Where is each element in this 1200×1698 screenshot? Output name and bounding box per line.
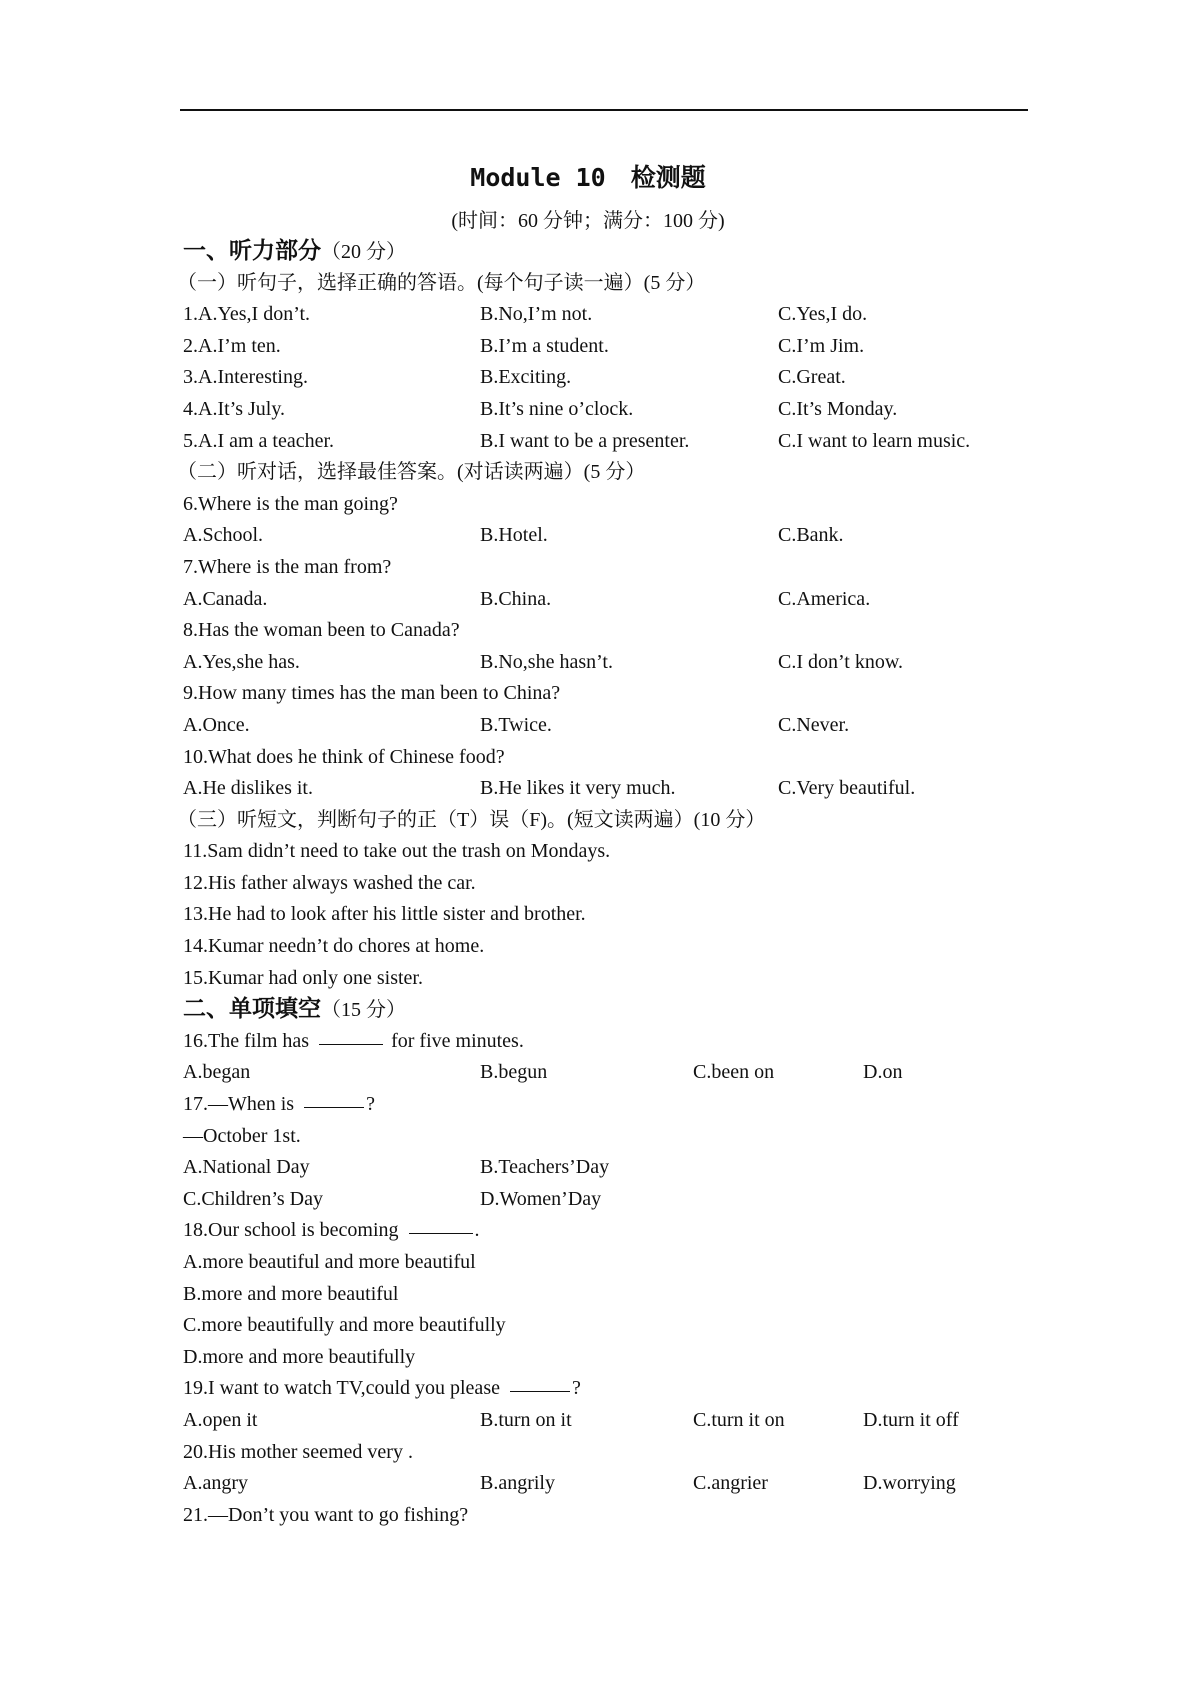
option-b: B.China. [480, 587, 552, 610]
option-b: B.No,she hasn’t. [480, 650, 613, 673]
option-b: B.I’m a student. [480, 334, 609, 357]
question-18-option-d: D.more and more beautifully [183, 1345, 416, 1368]
section-heading-listening [183, 236, 1033, 268]
option-a: 1.A.Yes,I don’t. [183, 303, 311, 326]
option-d: D.worrying [863, 1472, 956, 1495]
stem-text: ? [571, 1377, 581, 1400]
question-9-stem: 9.How many times has the man been to China? [183, 682, 561, 705]
exam-time-info: (时间：60 分钟；满分：100 分) [451, 210, 725, 232]
option-b: B.Hotel. [480, 524, 548, 547]
option-b: B.No,I’m not. [480, 303, 593, 326]
question-6-stem: 6.Where is the man going? [183, 492, 398, 515]
option-b: B.He likes it very much. [480, 777, 676, 800]
question-7-stem: 7.Where is the man from? [183, 555, 392, 578]
option-a: A.He dislikes it. [183, 777, 313, 800]
question-18-option-c: C.more beautifully and more beautifully [183, 1314, 506, 1337]
option-d: D.turn it off [863, 1408, 959, 1431]
question-4 [183, 394, 1033, 426]
question-11: 11.Sam didn’t need to take out the trash on Mondays. [183, 840, 611, 863]
exam-body [177, 158, 1033, 1531]
stem-text: 18.Our school is becoming [183, 1219, 399, 1242]
question-9-options [183, 710, 1033, 742]
question-12: 12.His father always washed the car. [183, 871, 476, 894]
option-b: B.turn on it [480, 1408, 572, 1431]
option-c: C.been on [693, 1061, 775, 1084]
option-c: C.Very beautiful. [778, 777, 916, 800]
answer-blank [304, 1089, 364, 1108]
option-c: C.angrier [693, 1472, 768, 1495]
option-a: A.began [183, 1061, 251, 1084]
question-16-options [183, 1057, 1033, 1089]
stem-text: ? [366, 1093, 375, 1116]
question-16-stem [183, 1026, 1033, 1058]
option-b: B.I want to be a presenter. [480, 429, 690, 452]
question-17-reply: —October 1st. [183, 1124, 301, 1147]
answer-blank [409, 1215, 473, 1234]
part2-heading: （二）听对话，选择最佳答案。(对话读两遍）(5 分） [177, 461, 646, 484]
stem-text: 17.—When is [183, 1093, 295, 1116]
question-18-option-b: B.more and more beautiful [183, 1282, 399, 1305]
option-c: C.turn it on [693, 1408, 785, 1431]
question-1 [183, 299, 1033, 331]
option-a: A.School. [183, 524, 263, 547]
option-a: A.open it [183, 1408, 258, 1431]
answer-blank [510, 1373, 570, 1392]
section-title: 一、听力部分 [183, 238, 321, 264]
answer-blank [319, 1026, 383, 1045]
option-b: B.It’s nine o’clock. [480, 397, 634, 420]
option-c: C.Great. [778, 366, 846, 389]
header-rule [180, 109, 1028, 111]
option-c: C.I want to learn music. [778, 429, 971, 452]
option-a: 5.A.I am a teacher. [183, 429, 335, 452]
option-c: C.Yes,I do. [778, 303, 868, 326]
question-10-options [183, 773, 1033, 805]
part1-heading: （一）听句子，选择正确的答语。(每个句子读一遍）(5 分） [177, 271, 706, 294]
page-title: Module 10 检测题 [470, 163, 706, 192]
question-2 [183, 331, 1033, 363]
question-17-options-cd [183, 1184, 1033, 1216]
option-a: A.Yes,she has. [183, 650, 300, 673]
option-c: C.Never. [778, 713, 850, 736]
question-17-stem [183, 1089, 1033, 1121]
question-20-stem: 20.His mother seemed very . [183, 1440, 413, 1463]
question-17-options-ab [183, 1152, 1033, 1184]
section-heading-multiple-choice [183, 994, 1033, 1026]
option-b: B.Teachers’Day [480, 1156, 610, 1179]
section-points: （20 分） [321, 241, 406, 263]
question-5 [183, 426, 1033, 458]
question-20-options [183, 1468, 1033, 1500]
option-a: A.National Day [183, 1156, 310, 1179]
option-a: A.Canada. [183, 587, 268, 610]
option-d: D.on [863, 1061, 903, 1084]
option-b: B.Twice. [480, 713, 552, 736]
option-c: C.I’m Jim. [778, 334, 865, 357]
question-19-stem [183, 1373, 1033, 1405]
question-8-stem: 8.Has the woman been to Canada? [183, 619, 460, 642]
question-19-options [183, 1405, 1033, 1437]
option-b: B.begun [480, 1061, 548, 1084]
stem-text: 16.The film has [183, 1029, 310, 1052]
question-15: 15.Kumar had only one sister. [183, 966, 423, 989]
option-a: A.Once. [183, 713, 250, 736]
option-a: A.angry [183, 1472, 248, 1495]
option-c: C.It’s Monday. [778, 397, 898, 420]
option-a: 4.A.It’s July. [183, 397, 286, 420]
stem-text: for five minutes. [391, 1029, 524, 1052]
question-13: 13.He had to look after his little sister and brother. [183, 903, 586, 926]
option-c: C.Bank. [778, 524, 844, 547]
stem-text: 19.I want to watch TV,could you please [183, 1377, 500, 1400]
option-a: 2.A.I’m ten. [183, 334, 281, 357]
question-6-options [183, 520, 1033, 552]
option-d: D.Women’Day [480, 1187, 602, 1210]
stem-text: . [474, 1219, 480, 1242]
question-21-stem: 21.—Don’t you want to go fishing? [183, 1503, 469, 1526]
question-18-option-a: A.more beautiful and more beautiful [183, 1251, 476, 1273]
section-title: 二、单项填空 [183, 996, 321, 1023]
option-b: B.Exciting. [480, 366, 572, 389]
question-3 [183, 362, 1033, 394]
question-7-options [183, 584, 1033, 616]
option-c: C.I don’t know. [778, 650, 903, 673]
option-b: B.angrily [480, 1472, 555, 1495]
question-8-options [183, 647, 1033, 679]
question-18-stem [183, 1215, 1033, 1247]
section-points: （15 分） [321, 999, 406, 1022]
question-14: 14.Kumar needn’t do chores at home. [183, 935, 485, 958]
option-c: C.America. [778, 587, 871, 610]
option-c: C.Children’s Day [183, 1187, 323, 1210]
option-a: 3.A.Interesting. [183, 366, 308, 389]
part3-heading: （三）听短文，判断句子的正（T）误（F)。(短文读两遍）(10 分） [177, 808, 766, 831]
question-10-stem: 10.What does he think of Chinese food? [183, 745, 505, 768]
